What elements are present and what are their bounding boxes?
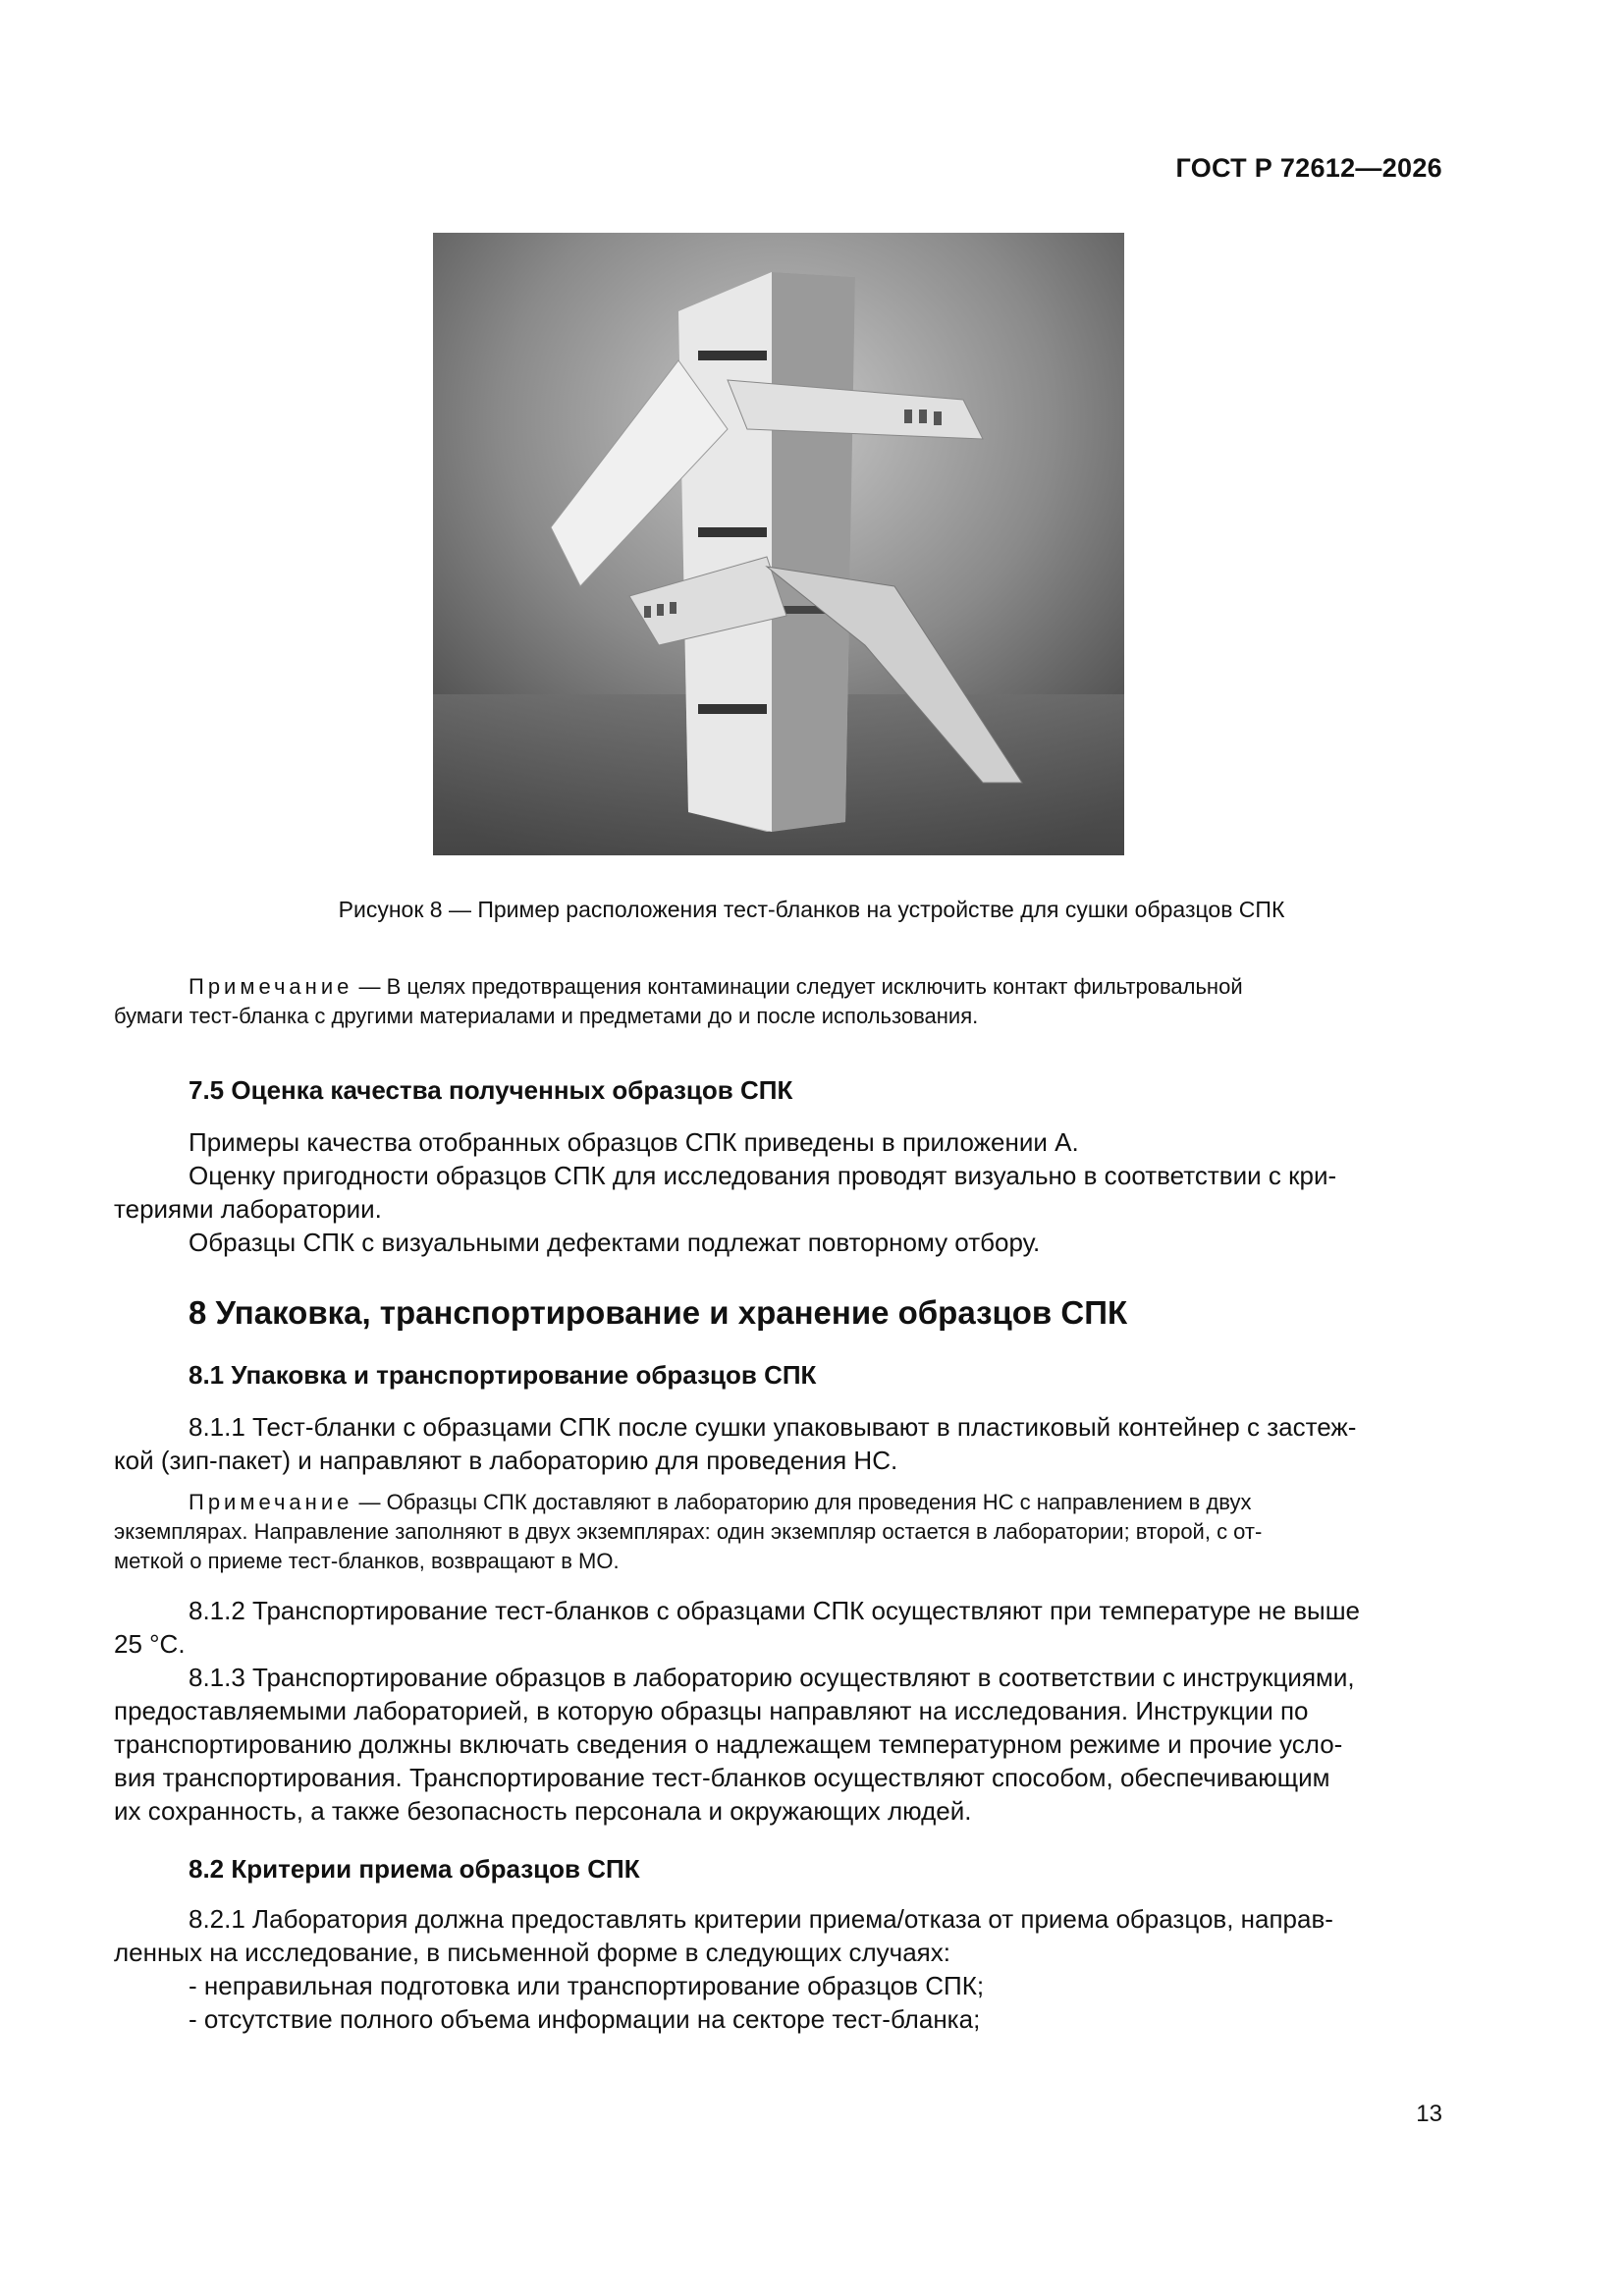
paragraph-line: 8.1.3 Транспортирование образцов в лабораторию осуществляют в соответствии с инструкциями, xyxy=(189,1663,1355,1692)
bullet-item: - неправильная подготовка или транспортирование образцов СПК; xyxy=(189,1971,985,2000)
paragraph-line: Образцы СПК с визуальными дефектами подлежат повторному отбору. xyxy=(189,1228,1041,1257)
paragraph-line: кой (зип-пакет) и направляют в лабораторию для проведения НС. xyxy=(114,1446,898,1475)
paragraph-line: предоставляемыми лабораторией, в которую образцы направляют на исследования. Инструкции по xyxy=(114,1696,1309,1725)
note-2 xyxy=(114,1488,1440,1576)
paragraph-8-1-2 xyxy=(114,1594,1440,1828)
note-text-line: меткой о приеме тест-бланков, возвращают в МО. xyxy=(114,1549,620,1573)
section-heading-7-5: 7.5 Оценка качества полученных образцов СПК xyxy=(189,1075,793,1105)
paragraph-7-5 xyxy=(114,1125,1440,1259)
page-number: 13 xyxy=(1416,2101,1442,2127)
paragraph-line: их сохранность, а также безопасность персонала и окружающих людей. xyxy=(114,1796,972,1826)
paragraph-line: 8.1.2 Транспортирование тест-бланков с образцами СПК осуществляют при температуре не выше xyxy=(189,1596,1361,1625)
paragraph-line: 25 °С. xyxy=(114,1629,186,1659)
paragraph-line: транспортированию должны включать сведения о надлежащем температурном режиме и прочие усло- xyxy=(114,1729,1343,1759)
figure-caption: Рисунок 8 — Пример расположения тест-бланков на устройстве для сушки образцов СПК xyxy=(338,897,1285,922)
note-label: Примечание xyxy=(189,1490,353,1514)
note-text-line: бумаги тест-бланка с другими материалами и предметами до и после использования. xyxy=(114,1004,979,1028)
section-heading-8: 8 Упаковка, транспортирование и хранение образцов СПК xyxy=(189,1294,1128,1331)
paragraph-8-1-1 xyxy=(114,1410,1440,1477)
drying-rack-photo xyxy=(433,233,1124,855)
note-label: Примечание xyxy=(189,974,353,999)
paragraph-line: вия транспортирования. Транспортирование тест-бланков осуществляют способом, обеспечивающим xyxy=(114,1763,1330,1792)
paragraph-8-2-1 xyxy=(114,1902,1440,2036)
document-code: ГОСТ Р 72612—2026 xyxy=(1175,153,1442,183)
paragraph-line: 8.1.1 Тест-бланки с образцами СПК после сушки упаковывают в пластиковый контейнер с застеж- xyxy=(189,1412,1357,1442)
bullet-item: - отсутствие полного объема информации на секторе тест-бланка; xyxy=(189,2004,981,2034)
note-1 xyxy=(114,972,1440,1031)
paragraph-line: Примеры качества отобранных образцов СПК приведены в приложении А. xyxy=(189,1127,1079,1157)
paragraph-line: ленных на исследование, в письменной форме в следующих случаях: xyxy=(114,1938,950,1967)
note-text-line: экземплярах. Направление заполняют в двух экземплярах: один экземпляр остается в лаборатории; второй, с от- xyxy=(114,1519,1263,1544)
figure-8-photo xyxy=(433,233,1124,855)
note-text-line: — В целях предотвращения контаминации следует исключить контакт фильтровальной xyxy=(358,974,1243,999)
paragraph-line: 8.2.1 Лаборатория должна предоставлять критерии приема/отказа от приема образцов, направ- xyxy=(189,1904,1333,1934)
subsection-heading-8-1: 8.1 Упаковка и транспортирование образцов СПК xyxy=(189,1360,817,1390)
subsection-heading-8-2: 8.2 Критерии приема образцов СПК xyxy=(189,1854,640,1884)
note-text-line: — Образцы СПК доставляют в лабораторию для проведения НС с направлением в двух xyxy=(358,1490,1252,1514)
paragraph-line: териями лаборатории. xyxy=(114,1194,382,1224)
paragraph-line: Оценку пригодности образцов СПК для исследования проводят визуально в соответствии с кри- xyxy=(189,1161,1337,1190)
